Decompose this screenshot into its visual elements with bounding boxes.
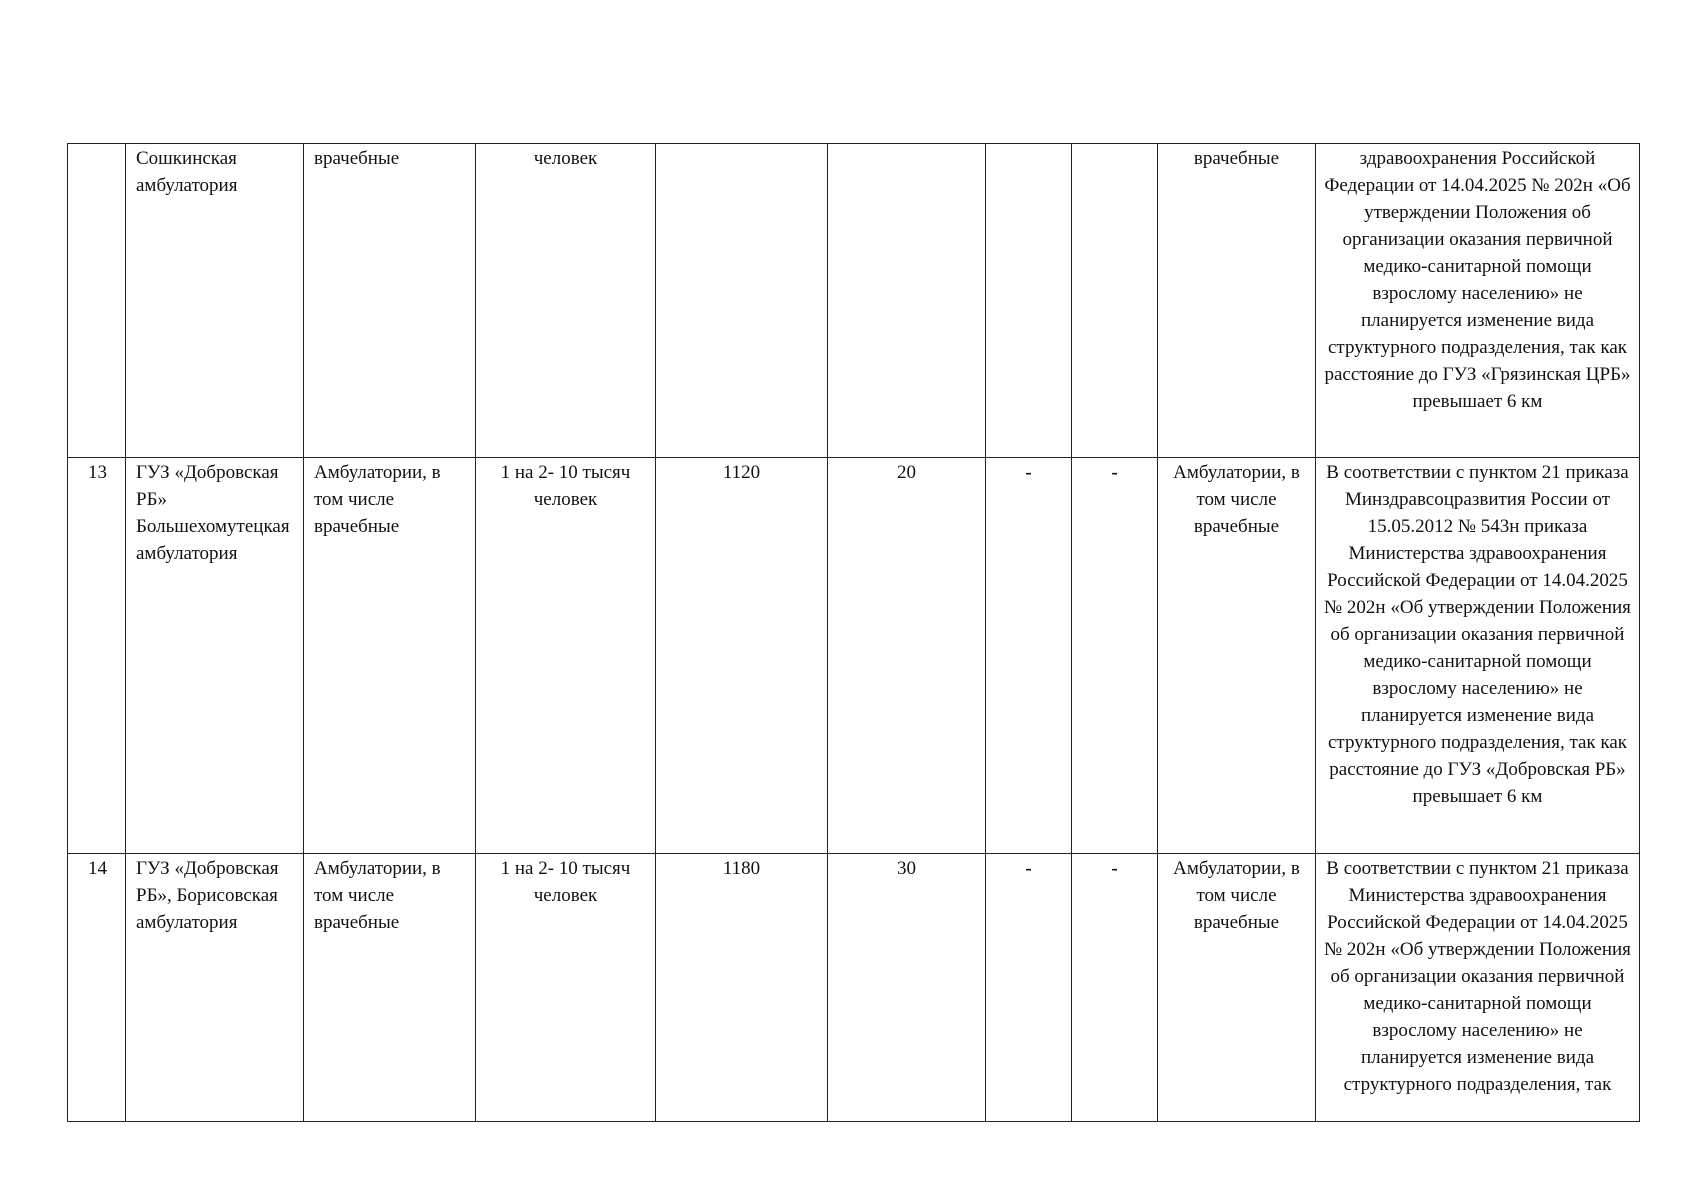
facility-type-cell: врачебные <box>304 144 476 458</box>
table-row <box>68 458 1640 854</box>
facilities-table <box>67 143 1640 1122</box>
row-number-cell <box>68 144 126 458</box>
row-number-cell: 13 <box>68 458 126 854</box>
col7-cell: - <box>986 854 1072 1122</box>
norm-cell: 1 на 2- 10 тысяч человек <box>476 854 656 1122</box>
institution-cell: Сошкинская амбулатория <box>126 144 304 458</box>
institution-cell: ГУЗ «Добровская РБ», Борисовская амбулатория <box>126 854 304 1122</box>
distance-cell <box>828 144 986 458</box>
institution-cell: ГУЗ «Добровская РБ» Большехомутецкая амбулатория <box>126 458 304 854</box>
population-cell <box>656 144 828 458</box>
planned-type-cell: Амбулатории, в том числе врачебные <box>1158 458 1316 854</box>
row-number-cell: 14 <box>68 854 126 1122</box>
distance-cell: 20 <box>828 458 986 854</box>
planned-type-cell: Амбулатории, в том числе врачебные <box>1158 854 1316 1122</box>
facility-type-cell: Амбулатории, в том числе врачебные <box>304 458 476 854</box>
norm-cell: 1 на 2- 10 тысяч человек <box>476 458 656 854</box>
facility-type-cell: Амбулатории, в том числе врачебные <box>304 854 476 1122</box>
col8-cell: - <box>1072 854 1158 1122</box>
col7-cell: - <box>986 458 1072 854</box>
col8-cell: - <box>1072 458 1158 854</box>
basis-cell: В соответствии с пунктом 21 приказа Министерства здравоохранения Российской Федерации от 14.04.2025 № 202н «Об утверждении Положения об организации оказания первичной медико-санитарной помощи взрослому населению» не планируется изменение вида структурного подразделения, так <box>1316 854 1640 1122</box>
distance-cell: 30 <box>828 854 986 1122</box>
population-cell: 1180 <box>656 854 828 1122</box>
table-row <box>68 144 1640 458</box>
population-cell: 1120 <box>656 458 828 854</box>
col8-cell <box>1072 144 1158 458</box>
basis-cell: здравоохранения Российской Федерации от 14.04.2025 № 202н «Об утверждении Положения об организации оказания первичной медико-санитарной помощи взрослому населению» не планируется изменение вида структурного подразделения, так как расстояние до ГУЗ «Грязинская ЦРБ» превышает 6 км <box>1316 144 1640 458</box>
basis-cell: В соответствии с пунктом 21 приказа Минздравсоцразвития России от 15.05.2012 № 543н приказа Министерства здравоохранения Российской Федерации от 14.04.2025 № 202н «Об утверждении Положения об организации оказания первичной медико-санитарной помощи взрослому населению» не планируется изменение вида структурного подразделения, так как расстояние до ГУЗ «Добровская РБ» превышает 6 км <box>1316 458 1640 854</box>
planned-type-cell: врачебные <box>1158 144 1316 458</box>
norm-cell: человек <box>476 144 656 458</box>
table-row <box>68 854 1640 1122</box>
col7-cell <box>986 144 1072 458</box>
